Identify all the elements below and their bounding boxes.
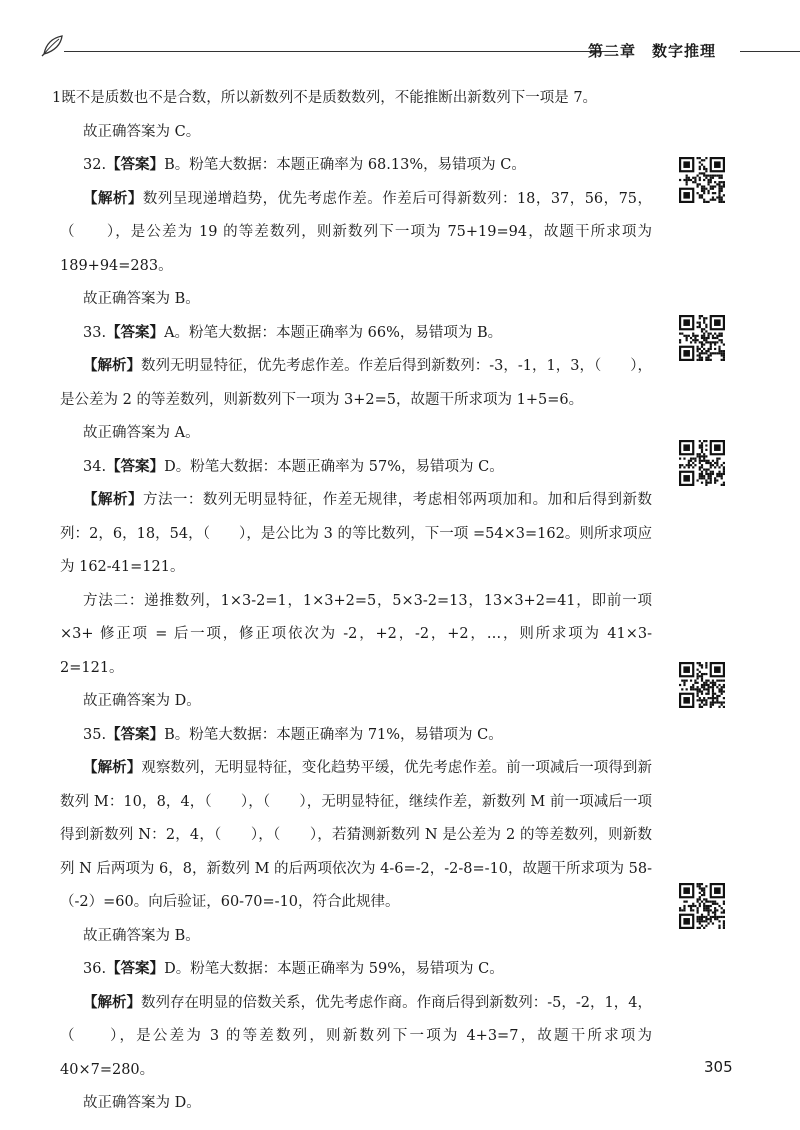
answer-label: 【答案】	[106, 726, 165, 743]
question-number: 34.	[83, 458, 107, 475]
explanation-32	[60, 183, 652, 284]
explanation-33	[60, 350, 652, 417]
explanation-34	[60, 484, 652, 585]
question-number: 35.	[83, 726, 107, 743]
answer-label: 【答案】	[106, 157, 165, 173]
qr-code-icon[interactable]	[679, 440, 725, 486]
explanation-label: 【解析】	[83, 358, 142, 374]
answer-text: B。粉笔大数据：本题正确率为 71%，易错项为 C。	[164, 726, 503, 743]
answer-text: D。粉笔大数据：本题正确率为 57%，易错项为 C。	[164, 458, 504, 475]
answer-label: 【答案】	[106, 324, 165, 341]
answer-text: B。粉笔大数据：本题正确率为 68.13%，易错项为 C。	[164, 157, 526, 173]
conclusion: 故正确答案为 D。	[83, 693, 201, 709]
explanation-label: 【解析】	[83, 760, 142, 776]
paragraph: 1既不是质数也不是合数，所以新数列不是质数数列，不能推断出新数列下一项是 7。	[52, 90, 598, 106]
question-number: 36.	[83, 961, 107, 977]
conclusion: 故正确答案为 A。	[83, 425, 200, 441]
header-rule-right	[740, 51, 800, 52]
chapter-title: 第二章 数字推理	[588, 42, 717, 60]
leaf-icon	[40, 32, 66, 58]
method-two: 方法二：递推数列，1×3-2=1，1×3+2=5，5×3-2=13，13×3+2=41，即前一项 ×3+ 修正项 = 后一项，修正项依次为 -2，+2，-2，+2，…，则所求项为 41×3-2=121。	[60, 592, 652, 676]
question-number: 32.	[83, 157, 107, 173]
explanation-label: 【解析】	[83, 190, 143, 207]
explanation-label: 【解析】	[83, 492, 143, 508]
page-number: 305	[704, 1058, 733, 1076]
answer-label: 【答案】	[106, 458, 165, 475]
answer-34	[60, 451, 652, 485]
qr-code-icon[interactable]	[679, 662, 725, 708]
answer-body	[52, 82, 653, 1121]
qr-code-icon[interactable]	[679, 315, 725, 361]
conclusion: 故正确答案为 D。	[83, 1095, 201, 1111]
explanation-text: 数列呈现递增趋势，优先考虑作差。作差后可得新数列：18，37，56，75，（ ），是公差为 19 的等差数列，则新数列下一项为 75+19=94，故题干所求项为 189+94=283。	[60, 190, 652, 274]
answer-33	[60, 317, 652, 351]
explanation-35	[60, 752, 652, 920]
explanation-text: 方法一：数列无明显特征，作差无规律，考虑相邻两项加和。加和后得到新数列：2，6，18，54，（ ），是公比为 3 的等比数列，下一项 =54×3=162。则所求项应为 162-41=121。	[60, 492, 653, 575]
answer-text: D。粉笔大数据：本题正确率为 59%，易错项为 C。	[164, 961, 504, 977]
page-header	[40, 28, 800, 68]
conclusion: 故正确答案为 C。	[83, 123, 201, 140]
answer-35	[60, 719, 652, 753]
explanation-36	[60, 987, 652, 1088]
qr-code-icon[interactable]	[679, 157, 725, 203]
answer-text: A。粉笔大数据：本题正确率为 66%，易错项为 B。	[164, 324, 503, 341]
question-number: 33.	[83, 324, 107, 341]
header-rule-left	[64, 51, 618, 52]
explanation-text: 数列无明显特征，优先考虑作差。作差后得到新数列：-3，-1，1，3，（ ），是公差为 2 的等差数列，则新数列下一项为 3+2=5，故题干所求项为 1+5=6。	[60, 358, 652, 408]
qr-code-icon[interactable]	[679, 883, 725, 929]
explanation-text: 数列存在明显的倍数关系，优先考虑作商。作商后得到新数列：-5，-2，1，4，（ ），是公差为 3 的等差数列，则新数列下一项为 4+3=7，故题干所求项为 40×7=280。	[60, 994, 652, 1078]
answer-32	[60, 149, 652, 183]
explanation-label: 【解析】	[83, 994, 142, 1011]
conclusion: 故正确答案为 B。	[83, 291, 200, 307]
answer-36	[60, 953, 652, 987]
explanation-text: 观察数列，无明显特征，变化趋势平缓，优先考虑作差。前一项减后一项得到新数列 M：10，8，4，（ ），（ ），无明显特征，继续作差，新数列 M 前一项减后一项得到新数列 N：2，4，（ ），（ ），若猜测新数列 N 是公差为 2 的等差数列，则新数列 N 后两项为 6，8，新数列 M 的后两项依次为 4-6=-2，-2-8=-10，故题干所求项为 58-（-2）=60。向后验证，60-70=-10，符合此规律。	[60, 760, 653, 910]
answer-label: 【答案】	[106, 961, 165, 977]
conclusion: 故正确答案为 B。	[83, 927, 200, 944]
